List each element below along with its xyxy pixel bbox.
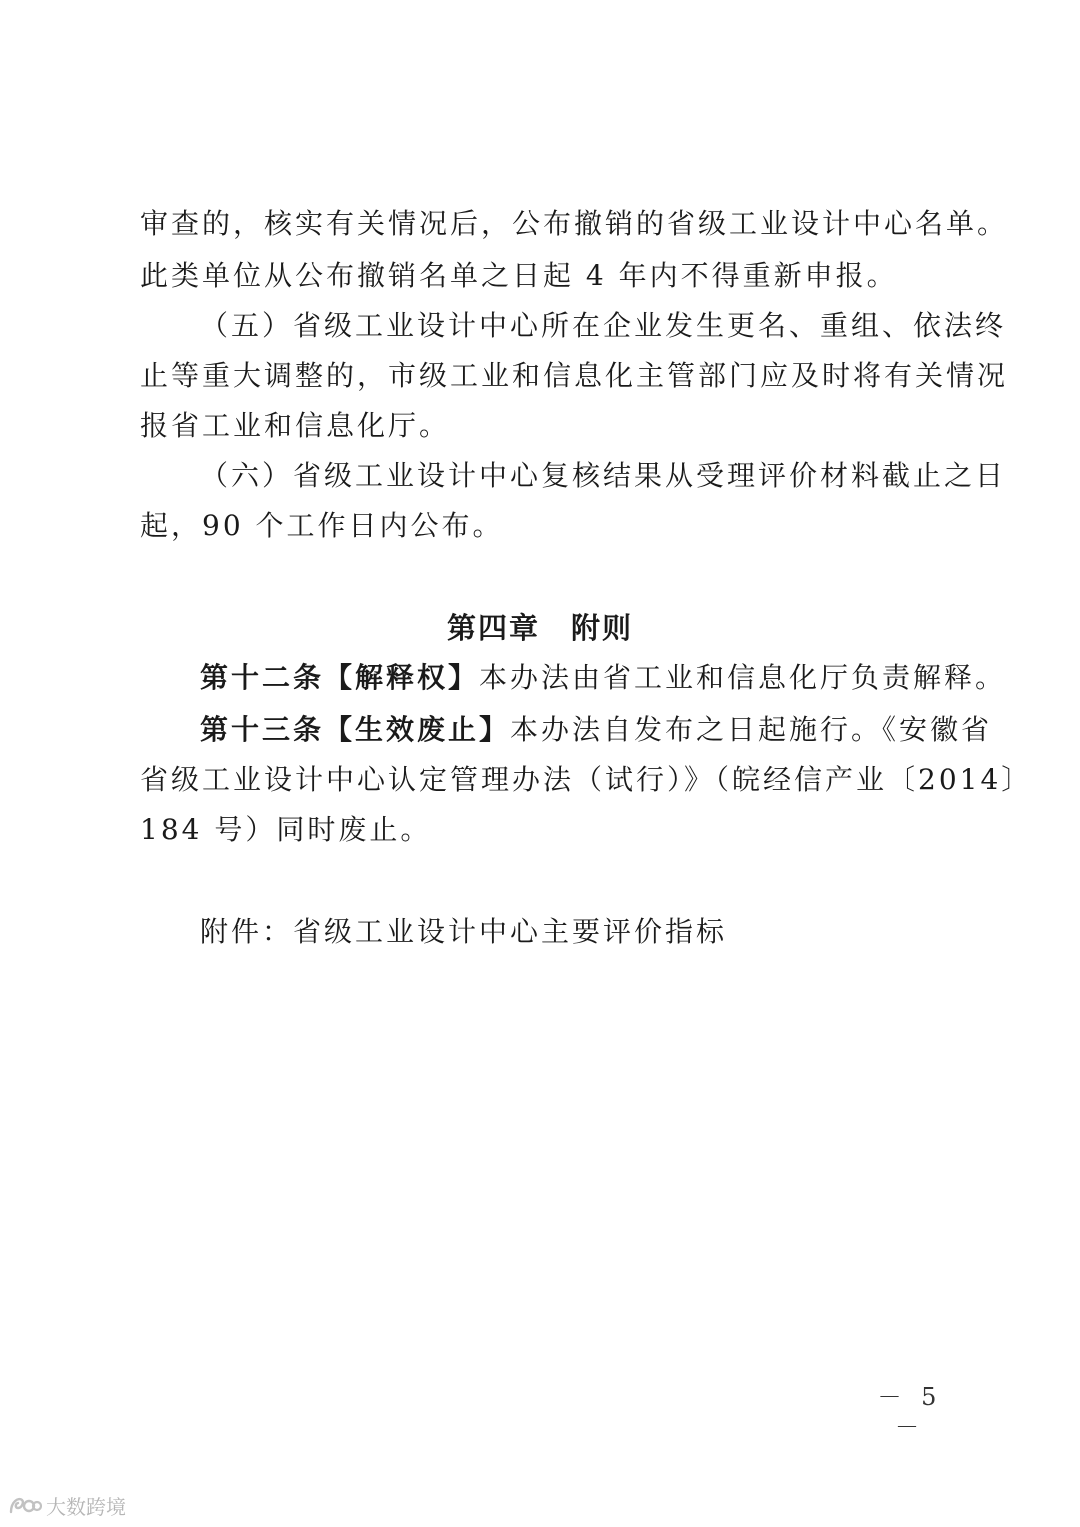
watermark-text: 大数跨境 xyxy=(46,1494,126,1519)
page-number: － 5 － xyxy=(877,1383,943,1441)
watermark xyxy=(8,1490,126,1520)
body-line-7: 起，90 个工作日内公布。 xyxy=(140,509,504,542)
attachment-note: 附件：省级工业设计中心主要评价指标 xyxy=(200,915,728,948)
article-12-tag: 【解释权】 xyxy=(324,661,480,694)
article-13-text: 本办法自发布之日起施行。《安徽省 xyxy=(510,713,993,746)
article-13-cont-1: 省级工业设计中心认定管理办法（试行）》（皖经信产业〔2014〕 xyxy=(140,763,1033,796)
article-12 xyxy=(200,658,1007,698)
article-13-tag: 【生效废止】 xyxy=(324,713,511,746)
body-line-3: （五）省级工业设计中心所在企业发生更名、重组、依法终 xyxy=(200,309,1007,342)
body-line-5: 报省工业和信息化厅。 xyxy=(140,409,451,442)
article-13-cont-2: 184 号）同时废止。 xyxy=(140,813,432,846)
body-line-2: 此类单位从公布撤销名单之日起 4 年内不得重新申报。 xyxy=(140,259,898,292)
chapter-heading: 第四章 附则 xyxy=(446,611,633,645)
article-13-lead: 第十三条 xyxy=(200,713,325,746)
article-13 xyxy=(200,710,993,750)
body-line-4: 止等重大调整的，市级工业和信息化主管部门应及时将有关情况 xyxy=(140,359,1009,392)
article-12-lead: 第十二条 xyxy=(200,661,325,694)
watermark-logo-icon xyxy=(8,1492,42,1518)
body-line-1: 审查的，核实有关情况后，公布撤销的省级工业设计中心名单。 xyxy=(140,207,1009,240)
article-12-text: 本办法由省工业和信息化厅负责解释。 xyxy=(479,661,1007,694)
body-line-6: （六）省级工业设计中心复核结果从受理评价材料截止之日 xyxy=(200,459,1007,492)
